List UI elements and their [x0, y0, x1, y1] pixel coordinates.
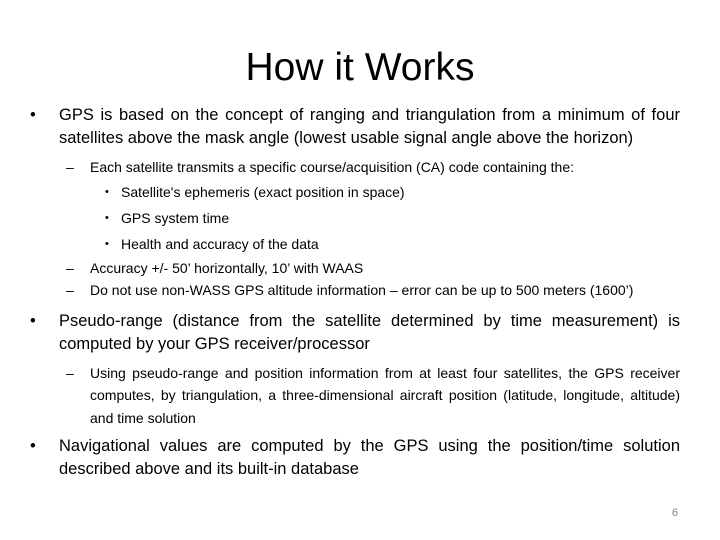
bullet-item: [30, 435, 680, 481]
sub-bullet-text: Using pseudo-range and position information from at least four satellites, the GPS receiver computes, by triangulation, a three-dimensional aircraft position (latitude, longitude, altitude) and time solution: [90, 364, 680, 426]
dash-marker: –: [66, 364, 74, 381]
bullet-text: Navigational values are computed by the GPS using the position/time solution described above and its built-in database: [59, 437, 680, 478]
sub-bullet-item: [30, 279, 680, 302]
bullet-marker: •: [105, 211, 109, 224]
bullet-item: [30, 104, 680, 150]
sub-bullet-item: [30, 156, 680, 179]
dash-marker: –: [66, 282, 74, 298]
sub-sub-bullet-item: [30, 179, 680, 205]
sub-sub-bullet-item: [30, 205, 680, 231]
sub-sub-bullet-text: GPS system time: [121, 209, 230, 226]
sub-sub-bullet-item: [30, 231, 680, 257]
bullet-list: [30, 104, 680, 481]
bullet-text: GPS is based on the concept of ranging and triangulation from a minimum of four satellites above the mask angle (lowest usable signal angle above the horizon): [59, 106, 680, 147]
bullet-marker: •: [30, 311, 36, 330]
sub-bullet-item: [30, 362, 680, 430]
sub-bullet-text: Do not use non-WASS GPS altitude information – error can be up to 500 meters (1600’): [90, 282, 634, 298]
page-number: 6: [671, 507, 678, 519]
sub-sub-bullet-text: Health and accuracy of the data: [121, 235, 319, 252]
slide-title: How it Works: [245, 46, 475, 89]
bullet-marker: •: [30, 106, 36, 124]
dash-marker: –: [66, 259, 74, 276]
sub-sub-bullet-text: Satellite's ephemeris (exact position in space): [121, 183, 405, 200]
sub-bullet-item: [30, 257, 680, 280]
bullet-marker: •: [105, 237, 109, 250]
sub-bullet-text: Accuracy +/- 50’ horizontally, 10’ with WAAS: [90, 259, 364, 276]
bullet-text: Pseudo-range (distance from the satellite determined by time measurement) is computed by your GPS receiver/processor: [59, 311, 680, 353]
bullet-marker: •: [30, 437, 36, 455]
bullet-item: [30, 310, 680, 356]
bullet-marker: •: [105, 185, 109, 198]
sub-bullet-text: Each satellite transmits a specific course/acquisition (CA) code containing the:: [90, 159, 575, 175]
dash-marker: –: [66, 159, 74, 175]
